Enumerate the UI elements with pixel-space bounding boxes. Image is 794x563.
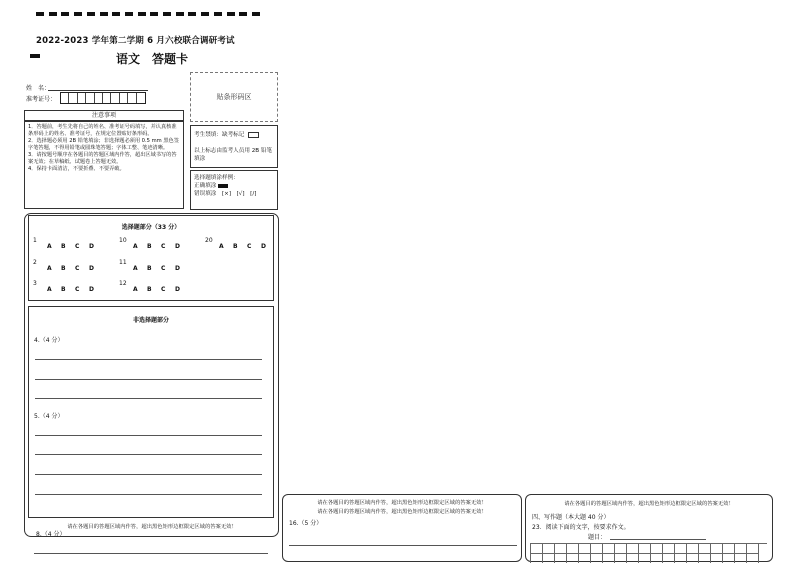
question-16-label: 16.（5 分） [289, 520, 323, 527]
answer-line[interactable] [35, 454, 262, 455]
note-item: 4．保持卡面清洁，不要折叠、不要弄破。 [28, 166, 125, 172]
id-label: 准考证号： [26, 96, 57, 103]
subjective-title: 非选择题部分 [132, 317, 169, 324]
question-number: 12 [119, 280, 127, 287]
option-row[interactable]: A B C D [47, 286, 94, 293]
answer-line[interactable] [35, 398, 262, 399]
name-label: 姓 名： [26, 85, 51, 92]
position-mark [30, 54, 40, 58]
exam-title: 2022-2023 学年第二学期 6 月六校联合调研考试 [36, 36, 235, 46]
filled-mark-icon [218, 184, 228, 188]
writing-section-title: 四、写作题（本大题 40 分） [532, 514, 610, 521]
fill-sample-title: 选择题填涂样例： [194, 175, 239, 181]
objective-title: 选择题部分（33 分） [121, 224, 181, 231]
notes-box [24, 121, 184, 209]
barcode-area [190, 72, 278, 122]
absent-marker-box [190, 125, 278, 168]
question-23-label: 23．阅读下面的文字，按要求作文。 [532, 524, 630, 531]
fill-sample-box [190, 170, 278, 210]
absent-marker-row [194, 131, 274, 139]
question-number: 20 [205, 237, 213, 244]
barcode-label: 贴条形码区 [216, 93, 252, 101]
boundary-warning: 请在各题目的答题区域内作答，超出黑色矩形边框限定区域的答案无效！ [317, 509, 487, 515]
answer-line[interactable] [35, 494, 262, 495]
fill-sample-wrong: 错误填涂 [×] [√] [/] [194, 191, 257, 197]
question-5-label: 5.（4 分） [34, 413, 64, 420]
fill-sample-correct-row [194, 182, 274, 190]
option-row[interactable]: A B C D [133, 286, 180, 293]
question-4-label: 4.（4 分） [34, 337, 64, 344]
subject-title: 语文 答题卡 [116, 52, 189, 66]
absent-marker-checkbox[interactable] [248, 132, 259, 138]
question-number: 10 [119, 237, 127, 244]
answer-line[interactable] [35, 359, 262, 360]
subjective-section [28, 306, 274, 518]
boundary-warning: 请在各题目的答题区域内作答，超出黑色矩形边框限定区域的答案无效！ [67, 524, 237, 530]
essay-title-field[interactable] [610, 539, 706, 540]
objective-section [28, 215, 274, 301]
note-item: 1．答题前，考生先将自己的姓名、准考证号码填写，并认真核准条形码上的姓名、准考证号，在规定位置贴好条形码。 [28, 124, 177, 137]
answer-line[interactable] [35, 435, 262, 436]
top-dash-marks [36, 12, 260, 17]
absent-note: 以上标志由监考人员用 2B 铅笔填涂 [194, 148, 273, 162]
answer-panel-right [525, 494, 773, 562]
id-number-boxes[interactable] [60, 92, 146, 104]
notes-title: 注意事项 [24, 110, 184, 121]
option-row[interactable]: A B C D [133, 265, 180, 272]
boundary-warning: 请在各题目的答题区域内作答，超出黑色矩形边框限定区域的答案无效！ [564, 501, 734, 507]
answer-line[interactable] [35, 379, 262, 380]
note-item: 3．请按题号顺序在各题目的答题区域内作答，超出区域书写的答案无效；在草稿纸、试题卷上答题无效。 [28, 152, 177, 165]
boundary-warning: 请在各题目的答题区域内作答，超出黑色矩形边框限定区域的答案无效！ [317, 500, 487, 506]
answer-line[interactable] [34, 553, 268, 554]
composition-grid[interactable] [530, 543, 767, 563]
answer-line[interactable] [289, 545, 517, 546]
name-field[interactable] [48, 90, 148, 91]
answer-panel-middle [282, 494, 522, 562]
question-number: 11 [119, 259, 127, 266]
absent-marker-label: 考生禁填：缺考标记 [194, 132, 245, 138]
question-number: 2 [33, 259, 37, 266]
question-number: 3 [33, 280, 37, 287]
note-item: 2．选择题必须用 2B 铅笔填涂；非选择题必须用 0.5 mm 黑色签字笔答题，不得用铅笔或圆珠笔答题；字体工整、笔迹清晰。 [28, 138, 179, 151]
fill-sample-correct-label: 正确填涂 [194, 183, 217, 189]
option-row[interactable]: A B C D [133, 243, 180, 250]
option-row[interactable]: A B C D [219, 243, 266, 250]
question-number: 1 [33, 237, 37, 244]
answer-line[interactable] [35, 474, 262, 475]
option-row[interactable]: A B C D [47, 265, 94, 272]
essay-title-label: 题目： [588, 534, 607, 541]
option-row[interactable]: A B C D [47, 243, 94, 250]
question-8-label: 8.（4 分） [36, 531, 66, 538]
